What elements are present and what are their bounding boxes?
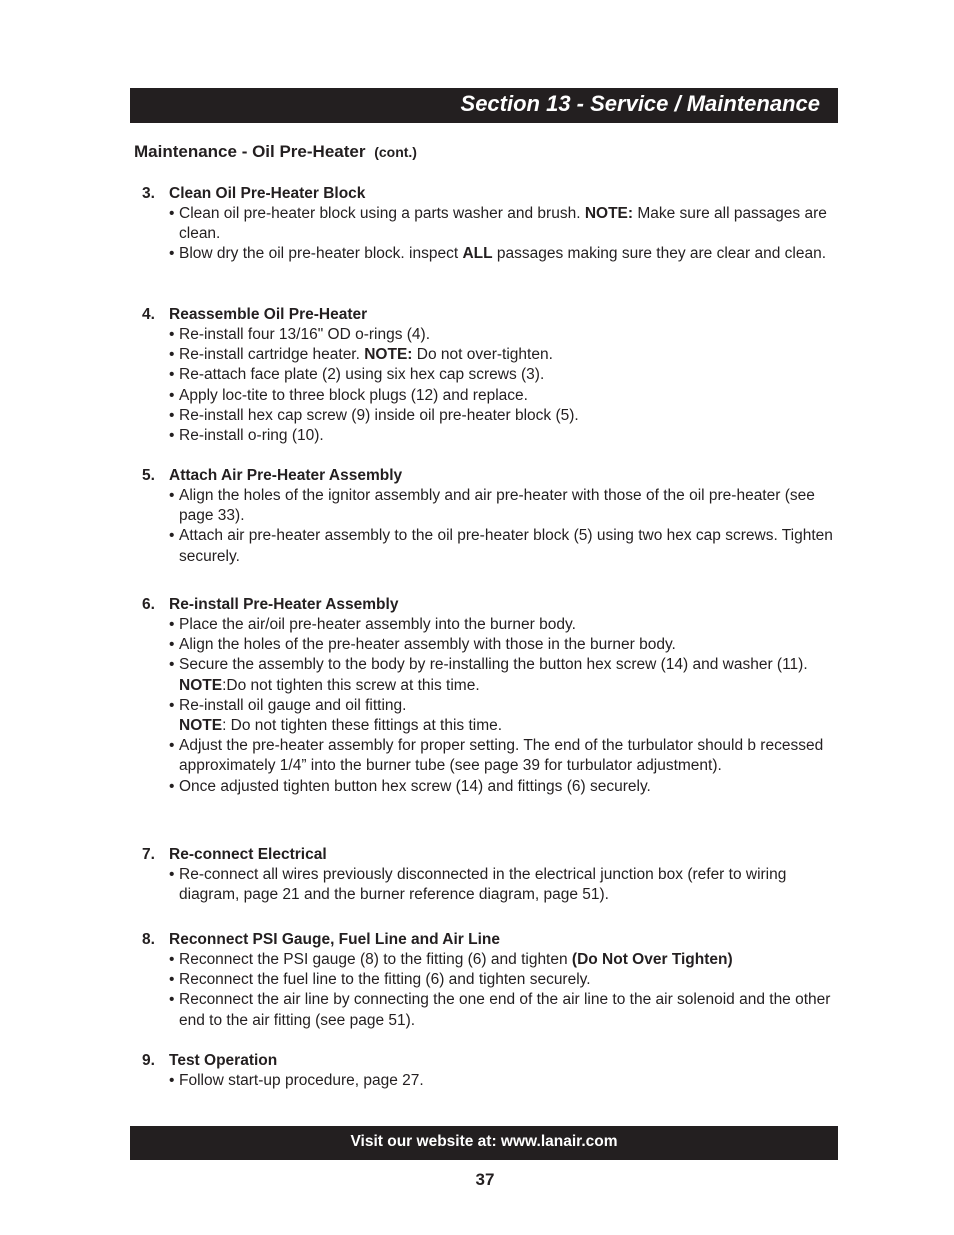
bullet-item xyxy=(169,204,841,244)
bullet-text: Re-install cartridge heater. xyxy=(179,346,365,364)
bullet-item xyxy=(169,635,841,655)
bullet-text: Attach air pre-heater assembly to the oil pre-heater block (5) using two hex cap screws. Tighten securely. xyxy=(179,527,833,565)
page-number: 37 xyxy=(475,1170,495,1189)
bullet-item xyxy=(169,970,841,990)
step-bullets xyxy=(169,1071,841,1091)
bullet-dot: • xyxy=(169,866,175,883)
bullet-item xyxy=(169,736,841,776)
section-header-bar xyxy=(130,88,838,123)
bullet-emphasis: ALL xyxy=(462,245,493,263)
step-number: 8. xyxy=(142,931,155,948)
bullet-item xyxy=(169,386,841,406)
bullet-dot: • xyxy=(169,656,175,674)
bullet-emphasis: NOTE: xyxy=(584,205,634,222)
step-title: Re-connect Electrical xyxy=(169,846,327,863)
step-number: 7. xyxy=(142,846,155,863)
bullet-emphasis: (Do Not Over Tighten) xyxy=(571,951,733,968)
bullet-item xyxy=(169,777,841,797)
step-title: Clean Oil Pre-Heater Block xyxy=(169,185,366,202)
bullet-dot: • xyxy=(169,245,175,263)
bullet-dot: • xyxy=(169,636,175,654)
bullet-text: Place the air/oil pre-heater assembly into the burner body. xyxy=(179,616,576,633)
step-number: 9. xyxy=(142,1052,155,1069)
bullet-item xyxy=(169,950,841,970)
bullet-dot: • xyxy=(169,487,175,504)
step-number: 3. xyxy=(142,185,155,202)
bullet-dot: • xyxy=(169,346,175,364)
bullet-emphasis: NOTE xyxy=(179,717,223,735)
bullet-text: Make sure all passages are clean. xyxy=(179,205,827,243)
bullet-dot: • xyxy=(169,951,175,968)
step-title: Test Operation xyxy=(169,1052,278,1069)
bullet-dot: • xyxy=(169,326,175,343)
bullet-text: Do not over-tighten. xyxy=(412,346,553,364)
step-title: Re-install Pre-Heater Assembly xyxy=(169,596,399,613)
bullet-text: Reconnect the air line by connecting the one end of the air line to the air solenoid and the other end to the air fitting (see page 51). xyxy=(179,991,831,1029)
section-title: Section 13 - Service / Maintenance xyxy=(460,91,820,116)
bullet-text: Adjust the pre-heater assembly for proper setting. The end of the turbulator should b recessed approximately 1/4” into the burner tube (see page 39 for turbulator adjustment). xyxy=(179,737,824,775)
bullet-dot: • xyxy=(169,696,175,714)
bullet-emphasis: NOTE: xyxy=(364,346,413,364)
bullet-text: Apply loc-tite to three block plugs (12) and replace. xyxy=(179,386,528,404)
step-bullets xyxy=(169,204,841,265)
bullet-dot: • xyxy=(169,1072,175,1089)
bullet-dot: • xyxy=(169,406,175,424)
step-bullets xyxy=(169,615,841,797)
step-number: 6. xyxy=(142,596,155,613)
subtitle-main: Maintenance - Oil Pre-Heater xyxy=(134,142,366,161)
bullet-dot: • xyxy=(169,366,175,384)
step-number: 5. xyxy=(142,467,155,484)
footer-bar xyxy=(130,1126,838,1160)
page-subtitle xyxy=(134,142,417,162)
bullet-text: Clean oil pre-heater block using a parts washer and brush. xyxy=(179,205,585,222)
step-title: Reconnect PSI Gauge, Fuel Line and Air Line xyxy=(169,931,501,948)
step-bullets xyxy=(169,950,841,1031)
bullet-text: passages making sure they are clear and clean. xyxy=(492,245,827,263)
bullet-dot: • xyxy=(169,386,175,404)
bullet-text: Re-install four 13/16" OD o-rings (4). xyxy=(179,326,431,343)
bullet-text: Align the holes of the pre-heater assembly with those in the burner body. xyxy=(179,636,676,654)
step-bullets xyxy=(169,325,841,446)
bullet-dot: • xyxy=(169,971,175,989)
bullet-text: Re-attach face plate (2) using six hex cap screws (3). xyxy=(179,366,545,384)
bullet-text: : Do not tighten these fittings at this time. xyxy=(222,717,503,735)
bullet-text: Reconnect the PSI gauge (8) to the fitting (6) and tighten xyxy=(179,951,572,968)
bullet-text: :Do not tighten this screw at this time. xyxy=(222,676,480,694)
bullet-dot: • xyxy=(169,991,175,1009)
bullet-item xyxy=(169,865,841,905)
step-title: Attach Air Pre-Heater Assembly xyxy=(169,467,403,484)
bullet-text: Re-install hex cap screw (9) inside oil pre-heater block (5). xyxy=(179,406,579,424)
step-bullets xyxy=(169,865,841,905)
bullet-text: Secure the assembly to the body by re-installing the button hex screw (14) and washer (11). xyxy=(179,656,808,674)
bullet-item xyxy=(169,696,841,736)
bullet-item xyxy=(169,486,841,526)
bullet-text: Follow start-up procedure, page 27. xyxy=(179,1072,424,1089)
bullet-text: Blow dry the oil pre-heater block. inspect xyxy=(179,245,463,263)
bullet-emphasis: NOTE xyxy=(179,676,223,694)
bullet-dot: • xyxy=(169,777,175,795)
bullet-text: Re-connect all wires previously disconnected in the electrical junction box (refer to wiring diagram, page 21 and the burner reference diagram, page 51). xyxy=(179,866,787,904)
bullet-dot: • xyxy=(169,737,175,755)
step-bullets xyxy=(169,486,841,567)
bullet-item xyxy=(169,426,841,446)
bullet-text: Re-install oil gauge and oil fitting. xyxy=(179,696,407,714)
website-link[interactable]: Visit our website at: www.lanair.com xyxy=(350,1133,618,1150)
bullet-item xyxy=(169,615,841,635)
bullet-item xyxy=(169,990,841,1030)
bullet-item xyxy=(169,244,841,264)
bullet-dot: • xyxy=(169,527,175,545)
step-title: Reassemble Oil Pre-Heater xyxy=(169,306,368,323)
bullet-text: Reconnect the fuel line to the fitting (6) and tighten securely. xyxy=(179,971,591,989)
bullet-text: Once adjusted tighten button hex screw (14) and fittings (6) securely. xyxy=(179,777,651,795)
bullet-dot: • xyxy=(169,205,175,222)
subtitle-cont: (cont.) xyxy=(374,144,417,160)
bullet-item xyxy=(169,1071,841,1091)
bullet-item xyxy=(169,406,841,426)
bullet-text: Align the holes of the ignitor assembly and air pre-heater with those of the oil pre-heater (see page 33). xyxy=(179,487,815,525)
bullet-text: Re-install o-ring (10). xyxy=(179,427,324,445)
bullet-item xyxy=(169,655,841,695)
bullet-item xyxy=(169,345,841,365)
bullet-dot: • xyxy=(169,616,175,633)
step-number: 4. xyxy=(142,306,155,323)
bullet-item xyxy=(169,325,841,345)
bullet-item xyxy=(169,365,841,385)
bullet-dot: • xyxy=(169,427,175,445)
bullet-item xyxy=(169,526,841,566)
